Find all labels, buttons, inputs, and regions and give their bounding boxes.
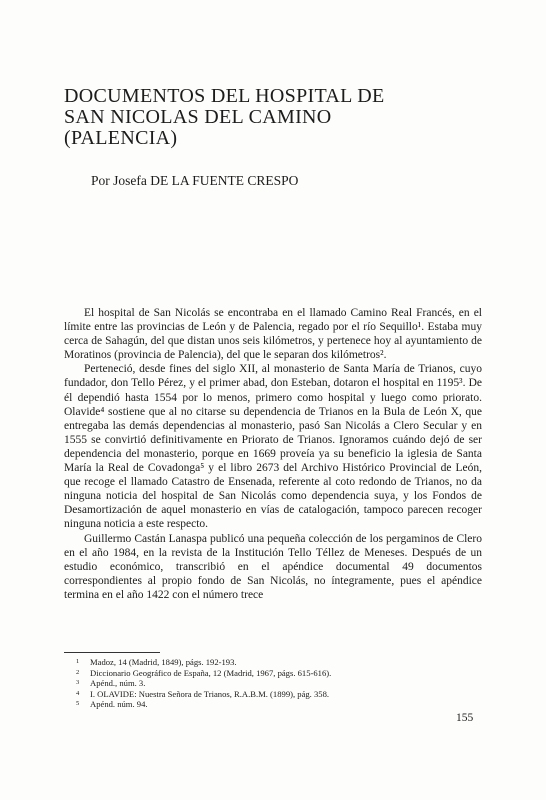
footnote-text: Apénd. núm. 94. bbox=[90, 699, 148, 710]
footnote-text: Apénd., núm. 3. bbox=[90, 678, 146, 689]
footnote-text: I. OLAVIDE: Nuestra Señora de Trianos, R.A.B.M. (1899), pág. 358. bbox=[90, 688, 330, 699]
footnote-4 bbox=[76, 689, 476, 700]
paragraph-2: Perteneció, desde fines del siglo XII, al monasterio de Santa María de Trianos, cuyo fundador, don Tello Pérez, y el primer abad, don Esteban, dotaron el hospital en 1195³. De él dependió hasta 1554 por lo menos, primero como hospital y luego como priorato. Olavide⁴ sostiene que al no citarse su dependencia de Trianos en la Bula de León X, que entregaba las demás dependencias al monasterio, pasó San Nicolás a Clero Secular y en 1555 se convirtió definitivamente en Priorato de Trianos. Ignoramos cuándo dejó de ser dependencia del monasterio, porque en 1669 proveía ya su beneficio la iglesia de Santa María la Real de Covadonga⁵ y el libro 2673 del Archivo Histórico Provincial de León, que recoge el llamado Catastro de Ensenada, referente al coto redondo de Trianos, no da ninguna noticia del hospital de San Nicolás como dependencia suya, y los Fondos de Desamortización de aquel monasterio en vías de catalogación, tampoco parecen recoger ninguna noticia a este respecto. bbox=[64, 363, 482, 531]
article-body bbox=[64, 306, 482, 602]
footnote-1 bbox=[76, 657, 476, 668]
footnotes bbox=[76, 657, 476, 710]
paragraph-1: El hospital de San Nicolás se encontraba en el llamado Camino Real Francés, en el límite entre las provincias de León y de Palencia, regado por el río Sequillo¹. Estaba muy cerca de Sahagún, del que distan unos seis kilómetros, y pertenece hoy al ayuntamiento de Moratinos (provincia de Palencia), del que le separan dos kilómetros². bbox=[64, 307, 482, 362]
paragraph-3: Guillermo Castán Lanaspa publicó una pequeña colección de los pergaminos de Clero en el año 1984, en la revista de la Institución Tello Téllez de Meneses. Después de un estudio económico, transcribió en el apéndice documental 49 documentos correspondientes al propio fondo de San Nicolás, no íntegramente, pues el apéndice termina en el año 1422 con el número trece bbox=[64, 532, 482, 601]
author-byline: Por Josefa DE LA FUENTE CRESPO bbox=[91, 173, 299, 188]
footnote-number: 4 bbox=[76, 689, 80, 697]
footnote-number: 2 bbox=[76, 668, 80, 676]
footnote-text: Diccionario Geográfico de España, 12 (Madrid, 1967, págs. 615-616). bbox=[90, 667, 332, 678]
title-line-3: (PALENCIA) bbox=[64, 127, 178, 149]
footnote-number: 1 bbox=[76, 658, 80, 665]
title-line-1: DOCUMENTOS DEL HOSPITAL DE bbox=[64, 85, 385, 107]
footnote-number: 3 bbox=[76, 679, 80, 687]
footnote-5 bbox=[76, 699, 476, 710]
footnote-divider bbox=[64, 652, 160, 653]
footnote-3 bbox=[76, 678, 476, 689]
page-number: 155 bbox=[456, 712, 474, 724]
title-line-2: SAN NICOLAS DEL CAMINO bbox=[64, 106, 332, 128]
footnote-number: 5 bbox=[76, 700, 80, 708]
footnote-text: Madoz, 14 (Madrid, 1849), págs. 192-193. bbox=[90, 657, 237, 667]
footnote-2 bbox=[76, 668, 476, 679]
article-title bbox=[64, 86, 484, 149]
